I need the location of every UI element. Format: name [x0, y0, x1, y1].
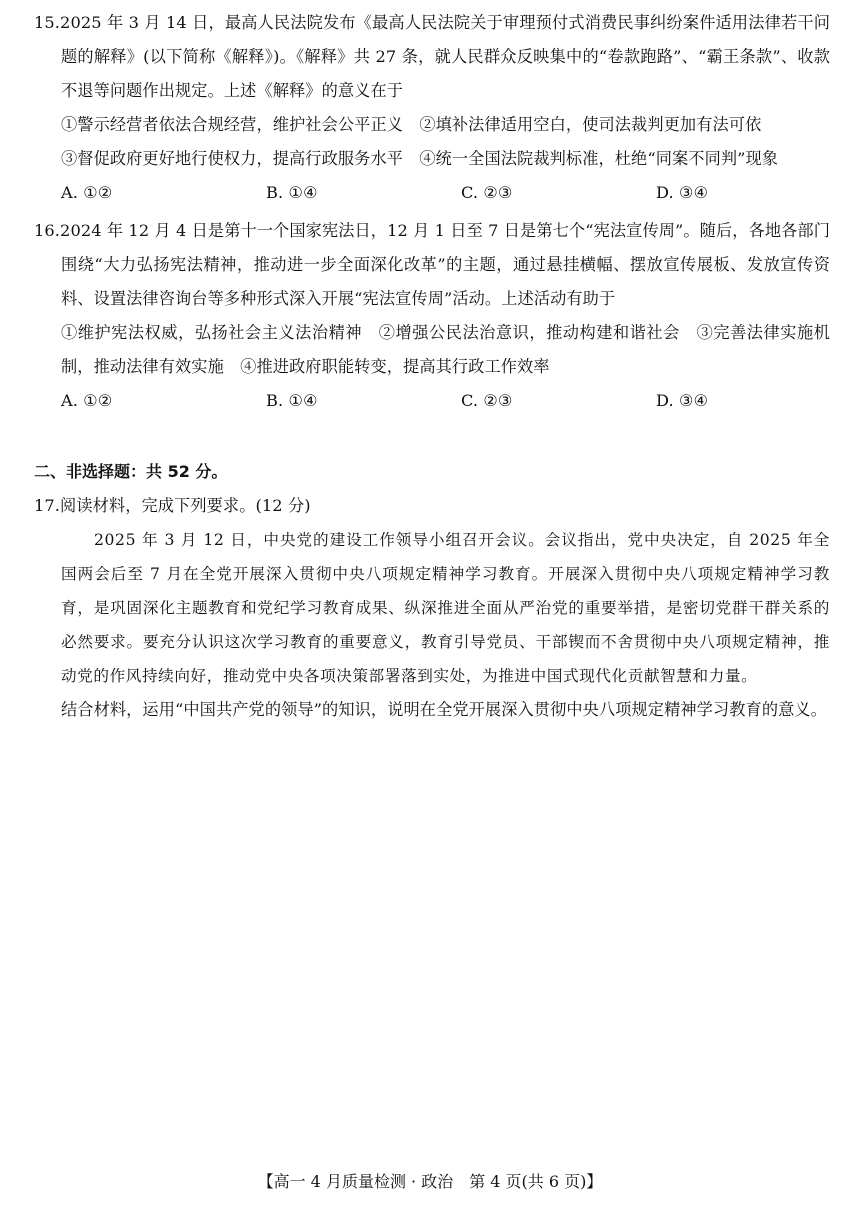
question-17-title: 17.阅读材料，完成下列要求。(12 分)	[34, 496, 311, 515]
question-16-options	[34, 384, 830, 418]
section-heading: 二、非选择题：共 52 分。	[34, 462, 228, 481]
question-15-statements-1: ①警示经营者依法合规经营，维护社会公平正义 ②填补法律适用空白，使司法裁判更加有法可依	[61, 115, 762, 134]
question-17	[34, 489, 830, 727]
question-15-options	[34, 176, 830, 210]
option-c: C. ②③	[461, 391, 513, 410]
option-d: D. ③④	[656, 391, 709, 410]
option-d: D. ③④	[656, 183, 709, 202]
question-15	[34, 6, 830, 210]
question-17-material: 2025 年 3 月 12 日，中央党的建设工作领导小组召开会议。会议指出，党中央决定，自 2025 年全国两会后至 7 月在全党开展深入贯彻中央八项规定精神学习教育。开展深入贯彻中央八项规定精神学习教育，是巩固深化主题教育和党纪学习教育成果、纵深推进全面从严治党的重要举措，是密切党群干群关系的必然要求。要充分认识这次学习教育的重要意义，教育引导党员、干部锲而不舍贯彻中央八项规定精神，推动党的作风持续向好，推动党中央各项决策部署落到实处，为推进中国式现代化贡献智慧和力量。	[61, 531, 830, 685]
option-c: C. ②③	[461, 183, 513, 202]
option-a: A. ①②	[61, 183, 113, 202]
question-15-stem: 15.2025 年 3 月 14 日，最高人民法院发布《最高人民法院关于审理预付式消费民事纠纷案件适用法律若干问题的解释》(以下简称《解释》)。《解释》共 27 条，就人民群众反映集中的“卷款跑路”、“霸王条款”、收款不退等问题作出规定。上述《解释》的意义在于	[34, 13, 830, 100]
page-footer: 【高一 4 月质量检测 · 政治 第 4 页(共 6 页)】	[257, 1172, 603, 1191]
question-16-stem: 16.2024 年 12 月 4 日是第十一个国家宪法日，12 月 1 日至 7 日是第七个“宪法宣传周”。随后，各地各部门围绕“大力弘扬宪法精神，推动进一步全面深化改革”的主题，通过悬挂横幅、摆放宣传展板、发放宣传资料、设置法律咨询台等多种形式深入开展“宪法宣传周”活动。上述活动有助于	[34, 221, 830, 308]
option-b: B. ①④	[266, 183, 318, 202]
question-16	[34, 214, 830, 418]
question-17-requirement: 结合材料，运用“中国共产党的领导”的知识，说明在全党开展深入贯彻中央八项规定精神学习教育的意义。	[61, 700, 827, 719]
option-b: B. ①④	[266, 391, 318, 410]
option-a: A. ①②	[61, 391, 113, 410]
question-16-statements: ①维护宪法权威，弘扬社会主义法治精神 ②增强公民法治意识，推动构建和谐社会 ③完善法律实施机制，推动法律有效实施 ④推进政府职能转变，提高其行政工作效率	[61, 323, 830, 376]
question-15-statements-2: ③督促政府更好地行使权力，提高行政服务水平 ④统一全国法院裁判标准，杜绝“同案不同判”现象	[61, 149, 779, 168]
